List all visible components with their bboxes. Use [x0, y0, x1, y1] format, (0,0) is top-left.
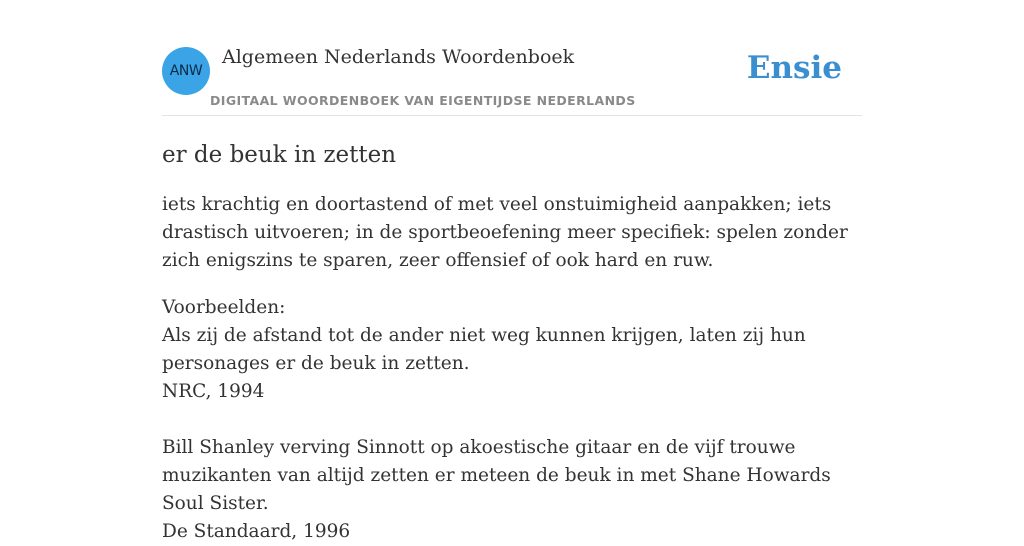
example-item — [162, 322, 862, 406]
examples-section — [162, 294, 862, 546]
page — [162, 0, 862, 546]
example-text: Bill Shanley verving Sinnott op akoestische gitaar en de vijf trouwe muzikanten van altijd zetten er meteen de beuk in met Shane Howards Soul Sister. — [162, 437, 831, 514]
example-source: De Standaard, 1996 — [162, 521, 351, 542]
examples-label: Voorbeelden: — [162, 297, 286, 318]
site-header — [162, 0, 862, 116]
site-title[interactable]: Algemeen Nederlands Woordenboek — [222, 46, 575, 68]
site-subtitle: DIGITAAL WOORDENBOEK VAN EIGENTIJDSE NEDERLANDS — [210, 93, 636, 108]
example-separator — [162, 406, 862, 434]
ensie-brand-logo[interactable]: Ensie — [746, 50, 842, 86]
example-source: NRC, 1994 — [162, 381, 265, 402]
entry-definition: iets krachtig en doortastend of met veel onstuimigheid aanpakken; iets drastisch uitvoeren; in de sportbeoefening meer specifiek: spelen zonder zich enigszins te sparen, zeer offensief of ook hard en ruw. — [162, 194, 848, 271]
entry-title: er de beuk in zetten — [162, 142, 397, 168]
anw-logo[interactable]: ANW — [162, 47, 210, 95]
example-item — [162, 434, 862, 546]
example-text: Als zij de afstand tot de ander niet weg kunnen krijgen, laten zij hun personages er de beuk in zetten. — [162, 325, 806, 374]
